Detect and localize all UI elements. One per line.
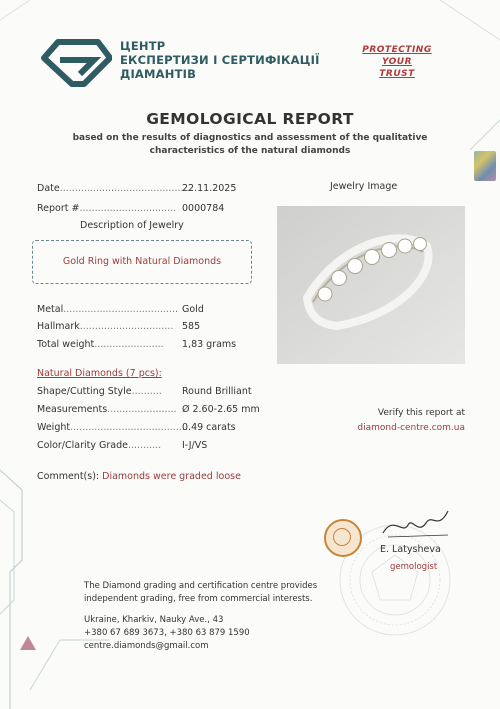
grade-label: Color/Clarity Grade	[37, 440, 128, 451]
ring-image	[277, 206, 465, 364]
measurements-row: Measurements.......................	[37, 404, 177, 415]
comments-row	[37, 471, 241, 482]
shape-label: Shape/Cutting Style	[37, 386, 132, 397]
description-title: Description of Jewelry	[80, 220, 184, 231]
about-line-2: independent grading, free from commercial interests.	[84, 594, 313, 604]
measurements-value: Ø 2.60-2.65 mm	[182, 404, 260, 415]
date-value: 22.11.2025	[182, 183, 237, 194]
shape-value: Round Brilliant	[182, 386, 252, 397]
shape-row: Shape/Cutting Style..........	[37, 386, 162, 397]
triangle-ornament-icon	[20, 636, 36, 650]
slogan-line-1: PROTECTING	[362, 45, 432, 55]
report-title: GEMOLOGICAL REPORT	[146, 110, 354, 128]
diamond-logo-icon	[40, 38, 112, 88]
verify-text: Verify this report at	[377, 408, 465, 418]
hallmark-label: Hallmark	[37, 321, 80, 332]
slogan-line-3: TRUST	[379, 69, 415, 79]
contacts-block	[84, 614, 250, 653]
comments-value: Diamonds were graded loose	[102, 471, 241, 482]
verify-block	[330, 406, 465, 436]
org-line-3: ДІАМАНТІВ	[120, 67, 197, 81]
report-number-row: Report #................................	[37, 203, 177, 214]
org-line-2: ЕКСПЕРТИЗИ І СЕРТИФІКАЦІЇ	[120, 53, 320, 67]
metal-value: Gold	[182, 304, 204, 315]
grade-row: Color/Clarity Grade...........	[37, 440, 162, 451]
slogan-line-2: YOUR	[381, 57, 413, 67]
org-line-1: ЦЕНТР	[120, 39, 166, 53]
verify-url-link[interactable]: diamond-centre.com.ua	[357, 423, 465, 433]
total-weight-row: Total weight.......................	[37, 339, 164, 350]
grade-value: I-J/VS	[182, 440, 208, 451]
diamond-weight-row: Weight.......................................	[37, 422, 188, 433]
report-number-label: Report #	[37, 203, 80, 214]
total-weight-value: 1,83 grams	[182, 339, 237, 350]
diamond-weight-label: Weight	[37, 422, 71, 433]
report-number-value: 0000784	[182, 203, 225, 214]
slogan	[352, 44, 442, 80]
hallmark-value: 585	[182, 321, 201, 332]
signatory-name: E. Latysheva	[380, 544, 441, 555]
email-link[interactable]: centre.diamonds@gmail.com	[84, 641, 209, 651]
signature-icon	[378, 505, 453, 545]
description-value: Gold Ring with Natural Diamonds	[62, 256, 222, 267]
gia-stamp-icon	[324, 519, 362, 557]
total-weight-label: Total weight	[37, 339, 95, 350]
comments-label: Comment(s):	[37, 471, 100, 482]
about-line-1: The Diamond grading and certification centre provides	[84, 581, 318, 591]
diamonds-section-title: Natural Diamonds (7 pcs):	[37, 368, 162, 379]
hologram-sticker-icon	[474, 151, 496, 181]
about-text	[84, 580, 317, 606]
address: Ukraine, Kharkiv, Nauky Ave., 43	[84, 615, 224, 625]
measurements-label: Measurements	[37, 404, 108, 415]
subtitle-line-2: characteristics of the natural diamonds	[149, 146, 351, 156]
jewelry-image-label: Jewelry Image	[330, 181, 398, 192]
metal-row: Metal......................................	[37, 304, 178, 315]
signatory-role: gemologist	[390, 562, 438, 572]
date-label: Date	[37, 183, 60, 194]
hallmark-row: Hallmark...............................	[37, 321, 174, 332]
organization-name	[120, 39, 320, 81]
report-subtitle	[40, 132, 460, 158]
metal-label: Metal	[37, 304, 64, 315]
phone-numbers: +380 67 689 3673, +380 63 879 1590	[84, 628, 250, 638]
jewelry-photo	[277, 206, 465, 364]
date-row: Date............................................	[37, 183, 193, 194]
diamond-weight-value: 0.49 carats	[182, 422, 236, 433]
subtitle-line-1: based on the results of diagnostics and assessment of the qualitative	[72, 133, 428, 143]
